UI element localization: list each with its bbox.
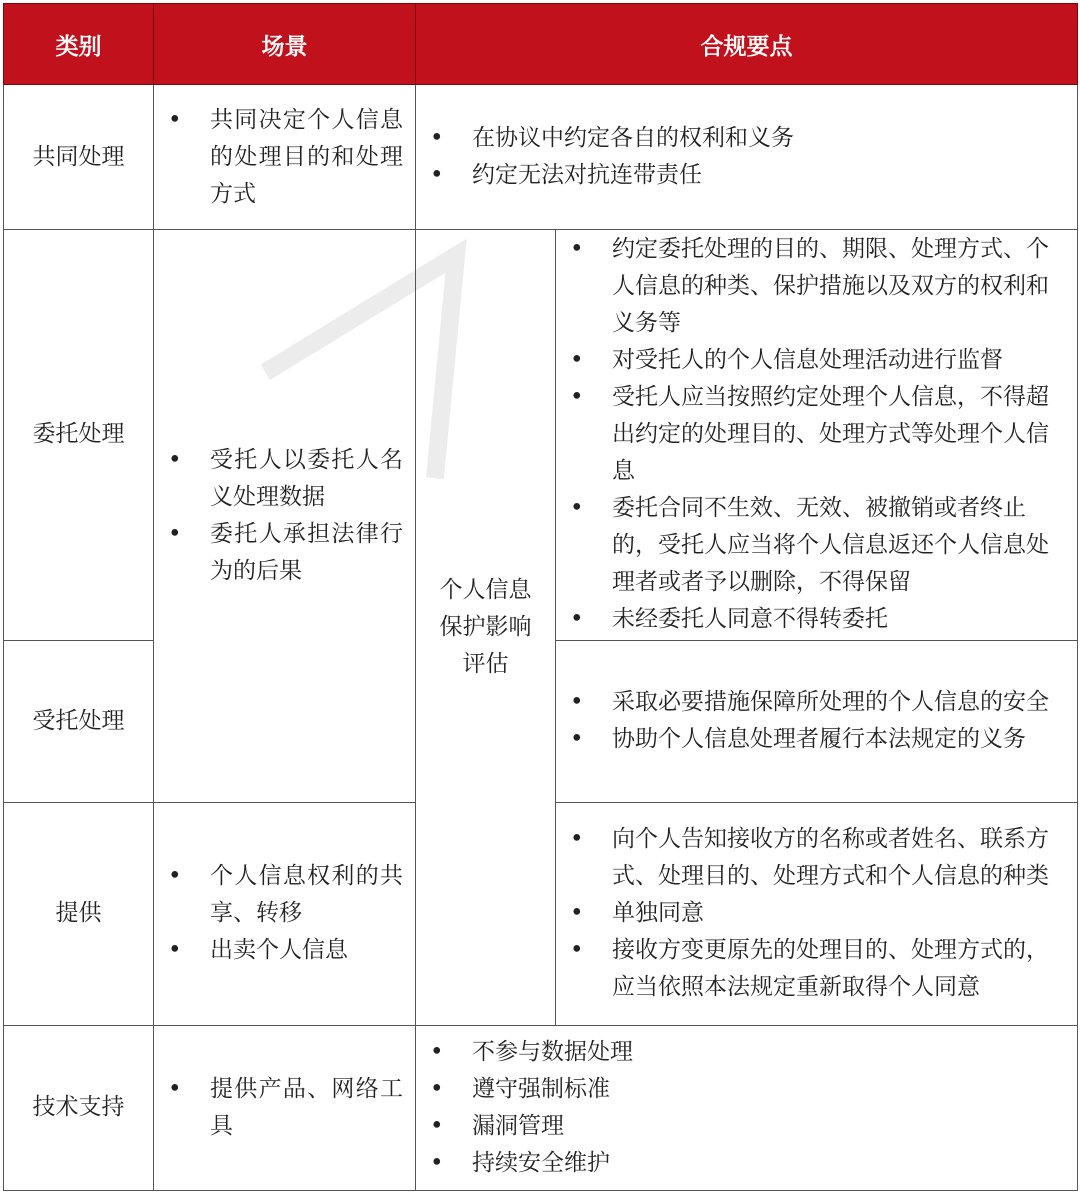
list-item: • 漏洞管理 — [416, 1108, 1077, 1145]
scene-cell — [154, 802, 416, 1025]
header-category: 类别 — [4, 4, 154, 85]
header-scene: 场景 — [154, 4, 416, 85]
list-item: • 个人信息权利的共享、转移 — [154, 858, 415, 932]
list-item: • 委托合同不生效、无效、被撤销或者终止的，受托人应当将个人信息返还个人信息处理者或者予以删除，不得保留 — [556, 490, 1077, 601]
list-item: • 约定无法对抗连带责任 — [416, 157, 1077, 194]
header-compliance-points: 合规要点 — [416, 4, 1078, 85]
scene-cell — [154, 85, 416, 230]
compliance-table — [3, 3, 1078, 1191]
category-joint: 共同处理 — [4, 85, 154, 230]
points-cell — [416, 85, 1078, 230]
list-item: • 单独同意 — [556, 895, 1077, 932]
category-tech: 技术支持 — [4, 1025, 154, 1190]
pia-label: 个人信息保护影响评估 — [439, 576, 532, 677]
scene-cell — [154, 230, 416, 803]
table-header-row — [4, 4, 1078, 85]
points-cell — [416, 1025, 1078, 1190]
category-entrusted: 受托处理 — [4, 640, 154, 802]
list-item: • 未经委托人同意不得转委托 — [556, 601, 1077, 638]
pia-cell — [416, 230, 556, 1025]
list-item: • 受托人以委托人名义处理数据 — [154, 442, 415, 516]
scene-cell — [154, 1025, 416, 1190]
list-item: • 采取必要措施保障所处理的个人信息的安全 — [556, 684, 1077, 721]
list-item: • 接收方变更原先的处理目的、处理方式的，应当依照本法规定重新取得个人同意 — [556, 932, 1077, 1006]
points-cell — [556, 640, 1078, 802]
points-cell — [556, 230, 1078, 640]
list-item: • 共同决定个人信息的处理目的和处理方式 — [154, 102, 415, 213]
list-item: • 出卖个人信息 — [154, 932, 415, 969]
list-item: • 在协议中约定各自的权利和义务 — [416, 120, 1077, 157]
list-item: • 提供产品、网络工具 — [154, 1071, 415, 1145]
table-row — [4, 85, 1078, 230]
table-row — [4, 230, 1078, 640]
list-item: • 遵守强制标准 — [416, 1071, 1077, 1108]
list-item: • 受托人应当按照约定处理个人信息，不得超出约定的处理目的、处理方式等处理个人信息 — [556, 379, 1077, 490]
list-item: • 对受托人的个人信息处理活动进行监督 — [556, 342, 1077, 379]
list-item: • 持续安全维护 — [416, 1145, 1077, 1182]
list-item: • 委托人承担法律行为的后果 — [154, 516, 415, 590]
list-item: • 协助个人信息处理者履行本法规定的义务 — [556, 721, 1077, 758]
category-provide: 提供 — [4, 802, 154, 1025]
list-item: • 不参与数据处理 — [416, 1034, 1077, 1071]
table-row — [4, 1025, 1078, 1190]
list-item: • 向个人告知接收方的名称或者姓名、联系方式、处理目的、处理方式和个人信息的种类 — [556, 821, 1077, 895]
category-entrust: 委托处理 — [4, 230, 154, 640]
points-cell — [556, 802, 1078, 1025]
list-item: • 约定委托处理的目的、期限、处理方式、个人信息的种类、保护措施以及双方的权利和义务等 — [556, 231, 1077, 342]
